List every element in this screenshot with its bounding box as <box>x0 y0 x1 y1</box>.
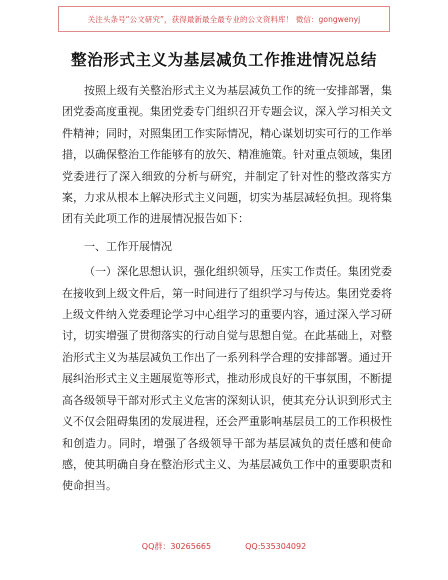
intro-paragraph: 按照上级有关整治形式主义为基层减负工作的统一安排部署，集团党委高度重视。集团党委专门组织召开专题会议，深入学习相关文件精神；同时，对照集团工作实际情况，精心谋划切实可行的工作举措，以确保整治工作能够有的放矢、精准施策。针对重点领域，集团党委进行了深入细致的分析与研究，并制定了针对性的整改落实方案，力求从根本上解决形式主义问题，切实为基层减轻负担。现将集团有关此项工作的进展情况报告如下： <box>62 84 392 226</box>
section-heading: 一、工作开展情况 <box>84 239 172 253</box>
banner-text: 关注头条号“公文研究”，获得最新最全最专业的公文资料库！ 微信：gongwenyj <box>87 14 361 24</box>
document-body <box>62 80 392 497</box>
page-title: 整治形式主义为基层减负工作推进情况总结 <box>71 51 377 69</box>
footer-contact <box>0 541 448 552</box>
footer-qq-number: QQ:535304092 <box>245 542 307 551</box>
header-banner <box>58 6 390 32</box>
body-paragraph: （一）深化思想认识，强化组织领导，压实工作责任。集团党委在接收到上级文件后，第一时间进行了组织学习与传达。集团党委将上级文件纳入党委理论学习中心组学习的重要内容，通过深入学习研讨，切实增强了贯彻落实的行动自觉与思想自觉。在此基础上，对整治形式主义为基层减负工作出了一系列科学合理的安排部署。通过开展纠治形式主义主题展览等形式，推动形成良好的干事氛围，不断提高各级领导干部对形式主义危害的深刻认识，使其充分认识到形式主义不仅会阻碍集团的发展进程，还会严重影响基层员工的工作积极性和创造力。同时，增强了各级领导干部为基层减负的责任感和使命感，使其明确自身在整治形式主义、为基层减负工作中的重要职责和使命担当。 <box>62 265 392 493</box>
footer-qq-group: QQ群：30265665 <box>141 542 212 551</box>
